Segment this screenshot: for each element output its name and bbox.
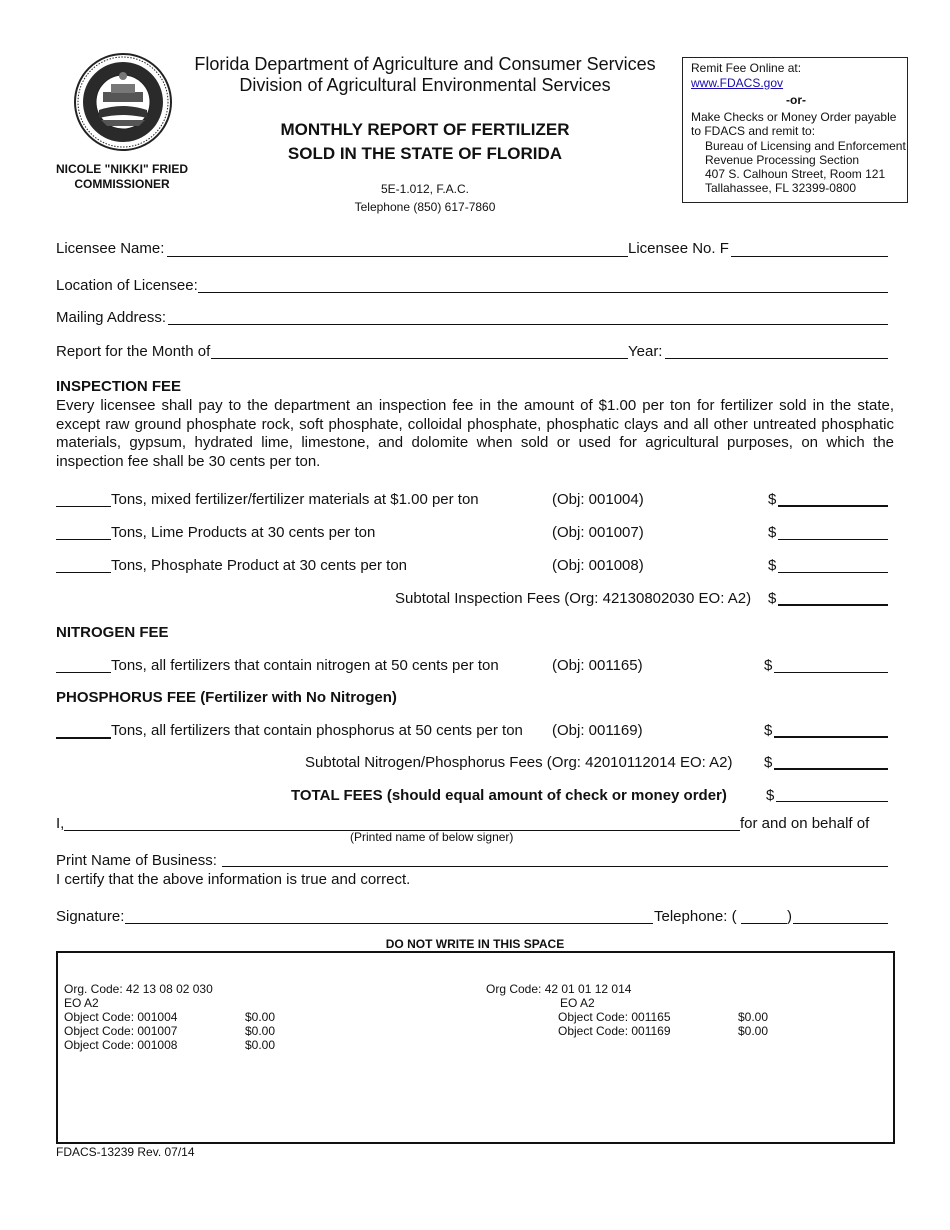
subtotal-np-field[interactable] xyxy=(774,768,888,770)
subtotal-inspection-field[interactable] xyxy=(778,604,888,606)
form-title-line2: SOLD IN THE STATE OF FLORIDA xyxy=(287,144,563,163)
left-eo: EO A2 xyxy=(64,996,99,1010)
nitrogen-fee-heading: NITROGEN FEE xyxy=(56,624,169,641)
amount-field[interactable] xyxy=(778,572,888,573)
tons-field[interactable] xyxy=(56,572,111,573)
location-label: Location of Licensee: xyxy=(56,277,198,294)
phosphorus-row-description: Tons, all fertilizers that contain phosphorus at 50 cents per ton xyxy=(111,722,523,739)
right-org-code: Org Code: 42 01 01 12 014 xyxy=(486,982,632,996)
total-fees-field[interactable] xyxy=(776,801,888,802)
fdacs-website-link[interactable]: www.FDACS.gov xyxy=(691,76,784,90)
remit-box xyxy=(682,57,908,203)
tons-field[interactable] xyxy=(56,506,111,507)
telephone-label: Telephone: ( xyxy=(654,908,737,925)
object-code-amount: $0.00 xyxy=(245,1010,276,1024)
licensee-name-label: Licensee Name: xyxy=(56,240,165,257)
fee-row-description: Tons, Lime Products at 30 cents per ton xyxy=(111,524,376,541)
licensee-name-field[interactable] xyxy=(167,256,628,257)
year-label: Year: xyxy=(628,343,663,360)
dollar-sign: $ xyxy=(768,491,777,508)
nitrogen-row-description: Tons, all fertilizers that contain nitrogen at 50 cents per ton xyxy=(111,657,499,674)
remit-address-line4: Tallahassee, FL 32399-0800 xyxy=(705,181,856,195)
right-eo: EO A2 xyxy=(560,996,595,1010)
department-seal xyxy=(73,52,173,152)
year-field[interactable] xyxy=(665,358,888,359)
dollar-sign: $ xyxy=(768,557,777,574)
remit-address-line2: Revenue Processing Section xyxy=(705,153,860,167)
mailing-address-label: Mailing Address: xyxy=(56,309,167,326)
agency-name: Florida Department of Agriculture and Consumer Services xyxy=(194,54,656,74)
mailing-address-field[interactable] xyxy=(168,324,888,325)
fee-row-description: Tons, Phosphate Product at 30 cents per ton xyxy=(111,557,408,574)
dollar-sign: $ xyxy=(764,754,773,771)
printed-name-hint: (Printed name of below signer) xyxy=(350,830,514,844)
commissioner-name: NICOLE "NIKKI" FRIED xyxy=(55,162,189,176)
object-code-row: Object Code: 001165 xyxy=(558,1010,671,1024)
subtotal-inspection-label: Subtotal Inspection Fees (Org: 42130802030 EO: A2) xyxy=(395,590,752,607)
do-not-write-heading: DO NOT WRITE IN THIS SPACE xyxy=(385,937,565,951)
remit-address-line3: 407 S. Calhoun Street, Room 121 xyxy=(705,167,886,181)
object-code: (Obj: 001165) xyxy=(552,657,643,674)
dollar-sign: $ xyxy=(764,722,773,739)
amount-field[interactable] xyxy=(778,505,888,507)
licensee-no-field[interactable] xyxy=(731,256,888,257)
certify-statement: I certify that the above information is true and correct. xyxy=(56,871,411,888)
object-code-row: Object Code: 001004 xyxy=(64,1010,178,1024)
object-code: (Obj: 001008) xyxy=(552,557,644,574)
remit-payable-line2: to FDACS and remit to: xyxy=(691,124,816,138)
location-field[interactable] xyxy=(198,292,888,293)
object-code-amount: $0.00 xyxy=(245,1038,276,1052)
remit-address-line1: Bureau of Licensing and Enforcement xyxy=(705,139,906,153)
dollar-sign: $ xyxy=(764,657,773,674)
form-title-line1: MONTHLY REPORT OF FERTILIZER xyxy=(280,120,570,139)
tons-field[interactable] xyxy=(56,539,111,540)
tons-field[interactable] xyxy=(56,737,111,739)
phosphorus-fee-heading: PHOSPHORUS FEE (Fertilizer with No Nitrogen) xyxy=(56,689,397,706)
inspection-fee-paragraph: Every licensee shall pay to the department an inspection fee in the amount of $1.00 per ton for fertilizer sold in the state, except raw ground phosphate rock, soft phosphate, colloidal phosphate, phosphatic clays and all other untreated phosphatic materials, gypsum, hydrated lime, limestone, and dolomite when sold or used for agricultural purposes, on which the inspection fee shall be 30 cents per ton. xyxy=(56,397,894,470)
subtotal-np-label: Subtotal Nitrogen/Phosphorus Fees (Org: 42010112014 EO: A2) xyxy=(305,754,733,771)
tons-field[interactable] xyxy=(56,672,111,673)
dollar-sign: $ xyxy=(768,524,777,541)
object-code: (Obj: 001007) xyxy=(552,524,644,541)
dollar-sign: $ xyxy=(768,590,777,607)
amount-field[interactable] xyxy=(774,672,888,673)
fee-row-description: Tons, mixed fertilizer/fertilizer materials at $1.00 per ton xyxy=(111,491,479,508)
division-name: Division of Agricultural Environmental Services xyxy=(239,75,611,95)
object-code-amount: $0.00 xyxy=(738,1010,769,1024)
amount-field[interactable] xyxy=(774,736,888,738)
business-name-label: Print Name of Business: xyxy=(56,852,217,869)
report-month-field[interactable] xyxy=(211,358,628,359)
signature-field[interactable] xyxy=(125,923,653,924)
commissioner-title: COMMISSIONER xyxy=(74,177,170,191)
area-code-field[interactable] xyxy=(741,923,787,924)
business-name-field[interactable] xyxy=(222,866,888,867)
remit-payable-line1: Make Checks or Money Order payable xyxy=(691,110,897,124)
object-code-row: Object Code: 001169 xyxy=(558,1024,671,1038)
telephone-number: Telephone (850) 617-7860 xyxy=(354,200,496,214)
object-code: (Obj: 001169) xyxy=(552,722,643,739)
inspection-fee-heading: INSPECTION FEE xyxy=(56,378,182,395)
signature-label: Signature: xyxy=(56,908,125,925)
i-label: I, xyxy=(56,815,65,832)
telephone-field[interactable] xyxy=(793,923,888,924)
object-code-row: Object Code: 001007 xyxy=(64,1024,178,1038)
rule-citation: 5E-1.012, F.A.C. xyxy=(380,182,470,196)
total-fees-label: TOTAL FEES (should equal amount of check or money order) xyxy=(291,787,727,804)
form-number: FDACS-13239 Rev. 07/14 xyxy=(56,1145,195,1159)
office-use-box xyxy=(56,951,895,1144)
object-code-amount: $0.00 xyxy=(738,1024,769,1038)
report-month-label: Report for the Month of xyxy=(56,343,211,360)
object-code-amount: $0.00 xyxy=(245,1024,276,1038)
left-org-code: Org. Code: 42 13 08 02 030 xyxy=(64,982,213,996)
telephone-close: ) xyxy=(787,908,792,925)
amount-field[interactable] xyxy=(778,539,888,540)
licensee-no-label: Licensee No. F xyxy=(628,240,729,257)
remit-or: -or- xyxy=(786,93,806,107)
object-code: (Obj: 001004) xyxy=(552,491,644,508)
dollar-sign: $ xyxy=(766,787,775,804)
object-code-row: Object Code: 001008 xyxy=(64,1038,178,1052)
on-behalf-label: for and on behalf of xyxy=(740,815,870,832)
remit-online-label: Remit Fee Online at: xyxy=(691,61,802,75)
